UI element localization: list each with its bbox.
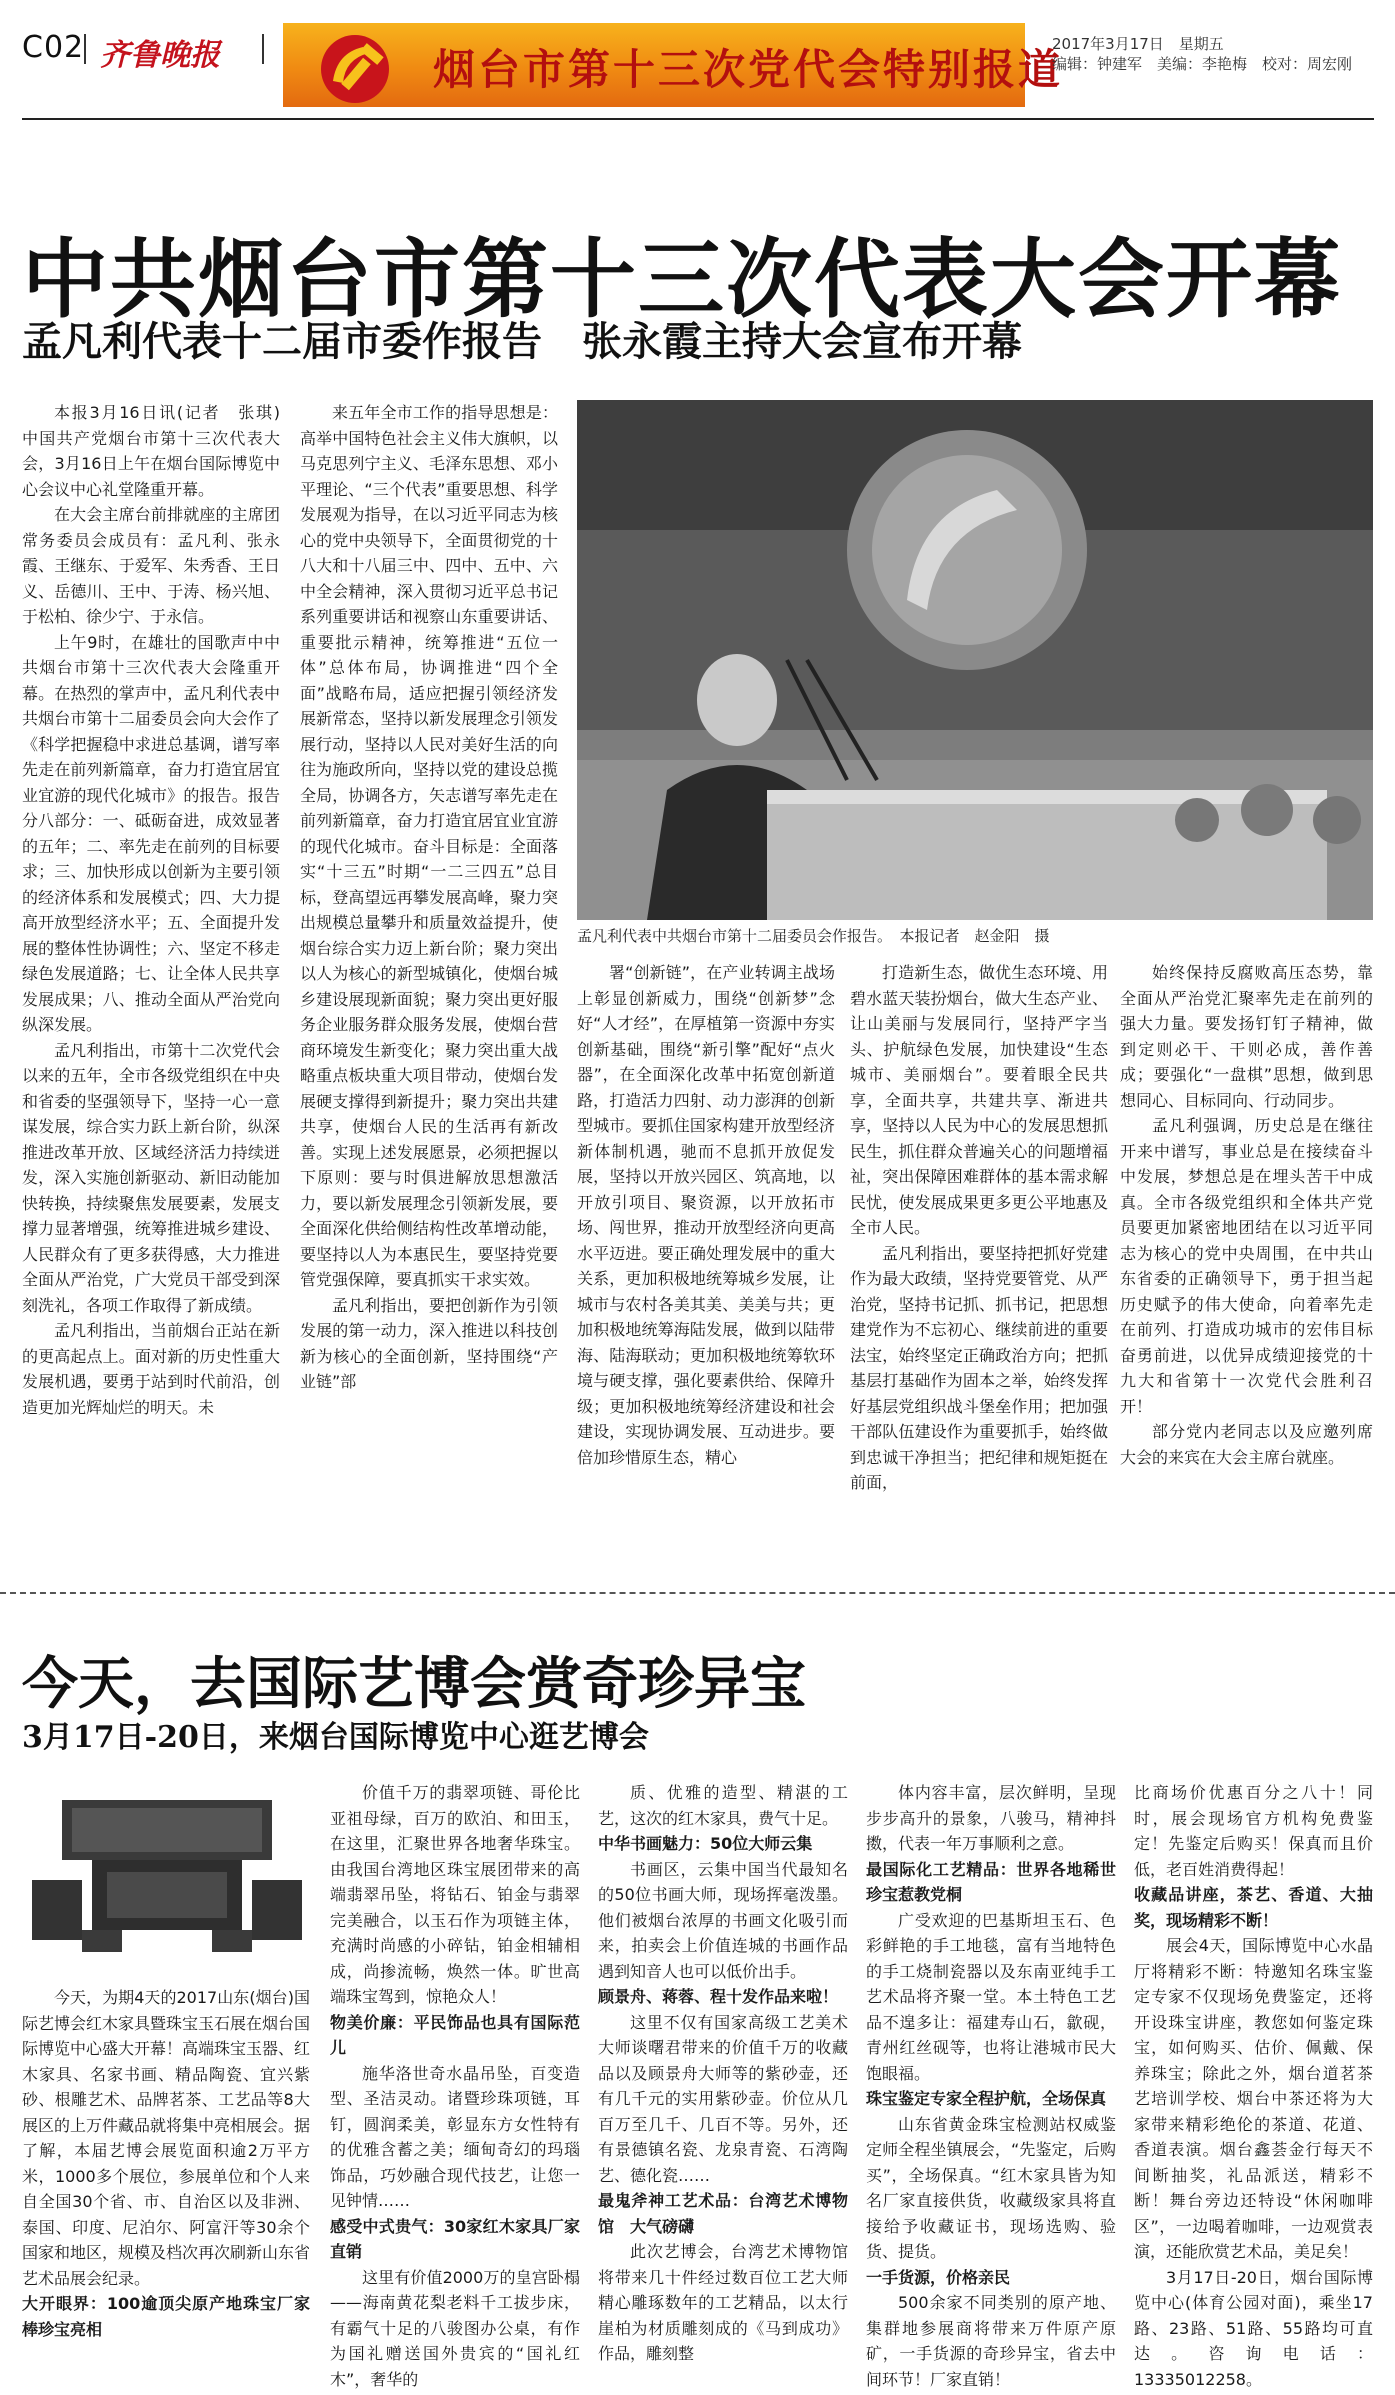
speaker-photo [577, 400, 1373, 920]
section-subheading: 物美价廉：平民饰品也具有国际范儿 [330, 2012, 580, 2057]
paragraph: 本报3月16日讯(记者 张琪) 中国共产党烟台市第十三次代表大会，3月16日上午在烟台国际博览中心会议中心礼堂隆重开幕。 [22, 403, 297, 499]
paragraph: 质、优雅的造型、精湛的工艺，这次的红木家具，费气十足。 [598, 1783, 848, 1828]
paragraph: 孟凡利强调，历史总是在继往开来中谱写，事业总是在接续奋斗中发展，梦想总是在埋头苦干中成真。全市各级党组织和全体共产党员要更加紧密地团结在以习近平同志为核心的党中央周围，在中共山东省委的正确领导下，勇于担当起历史赋予的伟大使命，向着率先走在前列、打造成功城市的宏伟目标奋勇前进，以优异成绩迎接党的十九大和省第十一次党代会胜利召开！ [1120, 1116, 1373, 1416]
paragraph: 广受欢迎的巴基斯坦玉石、色彩鲜艳的手工地毯，富有当地特色的手工烧制瓷器以及东南亚纯手工艺术品将齐聚一堂。本土特色工艺品不遑多让：福建寿山石，歙砚，青州红丝砚等，也将让港城市民大饱眼福。 [866, 1910, 1116, 2083]
section-subheading: 大开眼界：100逾顶尖原产地珠宝厂家棒珍宝亮相 [22, 2294, 310, 2339]
article-column-5 [1120, 960, 1373, 1580]
issue-meta [1052, 34, 1352, 74]
section-subheading: 珠宝鉴定专家全程护航，全场保真 [866, 2089, 1107, 2108]
party-emblem-icon [293, 23, 423, 107]
paragraph: 在大会主席台前排就座的主席团常务委员会成员有：孟凡利、张永霞、王继东、于爱军、朱秀香、王日义、岳德川、王中、于涛、杨兴旭、于松柏、徐少宁、于永信。 [22, 505, 280, 626]
expo-column-2 [330, 1780, 580, 2389]
article-column-2 [300, 400, 558, 1580]
paragraph: 3月17日-20日，烟台国际博览中心(体育公园对面)，乘坐17路、23路、51路、55路均可直达。咨询电话：13335012258。 [1134, 2267, 1373, 2389]
section-subheading: 收藏品讲座，茶艺、香道、大抽奖，现场精彩不断！ [1134, 1885, 1373, 1930]
paragraph: 孟凡利指出，要把创新作为引领发展的第一动力，深入推进以科技创新为核心的全面创新，坚持围绕“产业链”部 [300, 1295, 558, 1391]
article-column-1 [22, 400, 297, 1580]
second-subheadline: 3月17日-20日，来烟台国际博览中心逛艺博会 [22, 1720, 649, 1755]
section-subheading: 顾景舟、蒋蓉、程十发作品来啦！ [598, 1987, 839, 2006]
banner-title: 烟台市第十三次党代会特别报道 [433, 45, 1064, 94]
redwood-furniture-photo [22, 1780, 312, 1960]
paragraph: 这里有价值2000万的皇宫卧榻——海南黄花梨老料千工拔步床，有霸气十足的八骏图办公桌，有作为国礼赠送国外贵宾的“国礼红木”，奢华的 [330, 2267, 580, 2389]
paper-logo: 齐鲁晚报 [100, 38, 220, 73]
paragraph: 今天，为期4天的2017山东(烟台)国际艺博会红木家具暨珠宝玉石展在烟台国际博览中心盛大开幕！高端珠宝玉器、红木家具、名家书画、精品陶瓷、宜兴紫砂、根雕艺术、品牌茗茶、工艺品等8大展区的上万件藏品就将集中亮相展会。据了解，本届艺博会展览面积逾2万平方米，1000多个展位，参展单位和个人来自全国30个省、市、自治区以及非洲、泰国、印度、尼泊尔、阿富汗等30余个国家和地区，规模及档次再次刷新山东省艺术品展会纪录。 [22, 1988, 311, 2288]
section-subheading: 感受中式贵气：30家红木家具厂家直销 [330, 2216, 580, 2261]
issue-date: 2017年3月17日 星期五 [1052, 35, 1224, 53]
section-subheading: 中华书画魅力：50位大师云集 [598, 1834, 813, 1853]
masthead-divider [262, 34, 264, 64]
article-column-3 [577, 960, 835, 1580]
section-subheading: 一手货源，价格亲民 [866, 2267, 1011, 2287]
section-subheading: 最国际化工艺精品：世界各地稀世珍宝惹教党桐 [866, 1859, 1116, 1904]
paragraph: 体内容丰富，层次鲜明，呈现步步高升的景象，八骏马，精神抖擞，代表一年万事顺利之意。 [866, 1783, 1116, 1853]
paragraph: 孟凡利指出，市第十二次党代会以来的五年，全市各级党组织在中央和省委的坚强领导下，坚持一心一意谋发展，综合实力跃上新台阶，纵深推进改革开放、区域经济活力持续迸发，深入实施创新驱动、新旧动能加快转换，持续聚焦发展要素，发展支撑力显著增强，统筹推进城乡建设、人民群众有了更多获得感，大力推进全面从严治党，广大党员干部受到深刻洗礼，各项工作取得了新成绩。 [22, 1040, 280, 1315]
article-column-4 [850, 960, 1108, 1580]
editor-credits: 编辑：钟建军 美编：李艳梅 校对：周宏刚 [1052, 55, 1353, 73]
paragraph: 孟凡利指出，当前烟台正站在新的更高起点上。面对新的历史性重大发展机遇，要勇于站到时代前沿，创造更加光辉灿烂的明天。未 [22, 1321, 280, 1417]
expo-column-5 [1134, 1780, 1373, 2389]
paragraph: 山东省黄金珠宝检测站权威鉴定师全程坐镇展会，“先鉴定，后购买”，全场保真。“红木家具皆为知名厂家直接供货，收藏级家具将直接给予收藏证书，现场选购、验货、提货。 [866, 2114, 1116, 2261]
header-rule [22, 118, 1374, 120]
page-number: C02 [22, 30, 85, 65]
expo-column-1 [22, 1985, 310, 2385]
paragraph: 来五年全市工作的指导思想是：高举中国特色社会主义伟大旗帜，以马克思列宁主义、毛泽东思想、邓小平理论、“三个代表”重要思想、科学发展观为指导，在以习近平同志为核心的党中央领导下，全面贯彻党的十八大和十八届三中、四中、五中、六中全会精神，深入贯彻习近平总书记系列重要讲话和视察山东重要讲话、重要批示精神，统筹推进“五位一体”总体布局，协调推进“四个全面”战略布局，适应把握引领经济发展新常态，坚持以新发展理念引领发展行动，坚持以人民对美好生活的向往为施政所向，坚持以党的建设总揽全局，协调各方，矢志谱写率先走在前列新篇章，奋力打造宜居宜业宜游的现代化城市。奋斗目标是：全面落实“十三五”时期“一二三四五”总目标，登高望远再攀发展高峰，聚力突出规模总量攀升和质量效益提升，使烟台综合实力迈上新台阶；聚力突出以人为核心的新型城镇化，使烟台城乡建设展现新面貌；聚力突出更好服务企业服务群众服务发展，使烟台营商环境发生新变化；聚力突出重大战略重点板块重大项目带动，使烟台发展硬支撑得到新提升；聚力突出共建共享，使烟台人民的生活再有新改善。实现上述发展愿景，必须把握以下原则：要与时俱进解放思想激活力，要以新发展理念引领新发展，要全面深化供给侧结构性改革增动能，要坚持以人为本惠民生，要坚持党要管党强保障，要真抓实干求实效。 [300, 403, 558, 1289]
expo-column-3 [598, 1780, 848, 2385]
special-report-banner [283, 23, 1064, 107]
podium-speech-image [577, 400, 1373, 920]
section-subheading: 最鬼斧神工艺术品：台湾艺术博物馆 大气磅礴 [598, 2191, 848, 2236]
paragraph: 上午9时，在雄壮的国歌声中中共烟台市第十三次代表大会隆重开幕。在热烈的掌声中，孟凡利代表中共烟台市第十二届委员会向大会作了《科学把握稳中求进总基调，谱写率先走在前列新篇章，奋力打造宜居宜业宜游的现代化城市》的报告。报告分八部分：一、砥砺奋进，成效显著的五年；二、率先走在前列的目标要求；三、加快形成以创新为主要引领的经济体系和发展模式；四、大力提高开放型经济水平；五、全面提升发展的整体性协调性；六、坚定不移走绿色发展道路；七、让全体人民共享发展成果；八、推动全面从严治党向纵深发展。 [22, 632, 280, 1034]
paragraph: 始终保持反腐败高压态势，靠全面从严治党汇聚率先走在前列的强大力量。要发扬钉钉子精神，做到定则必干、干则必成，善作善成；要强化“一盘棋”思想，做到思想同心、目标同向、行动同步。 [1120, 963, 1373, 1110]
main-headline: 中共烟台市第十三次代表大会开幕 [22, 229, 1342, 330]
paragraph: 部分党内老同志以及应邀列席大会的来宾在大会主席台就座。 [1120, 1422, 1373, 1467]
second-headline: 今天，去国际艺博会赏奇珍异宝 [22, 1651, 806, 1717]
expo-column-4 [866, 1780, 1116, 2389]
paragraph: 价值千万的翡翠项链、哥伦比亚祖母绿，百万的欧泊、和田玉，在这里，汇聚世界各地奢华珠宝。由我国台湾地区珠宝展团带来的高端翡翠吊坠，将钻石、铂金与翡翠完美融合，以玉石作为项链主体，充满时尚感的小碎钻，铂金相辅相成，尚掺流畅，焕然一体。旷世高端珠宝驾到，惊艳众人！ [330, 1783, 580, 2006]
photo-caption: 孟凡利代表中共烟台市第十二届委员会作报告。 本报记者 赵金阳 摄 [577, 927, 1050, 945]
paragraph: 500余家不同类别的原产地、集群地参展商将带来万件原产原矿，一手货源的奇珍异宝，省去中间环节！厂家直销！ [866, 2293, 1116, 2389]
paragraph: 署“创新链”，在产业转调主战场上彰显创新威力，围绕“创新梦”念好“人才经”，在厚植第一资源中夯实创新基础，围绕“新引擎”配好“点火器”，在全面深化改革中拓宽创新道路，打造活力四射、动力澎湃的创新型城市。要抓住国家构建开放型经济新体制机遇，驰而不息抓开放促发展，坚持以开放兴园区、筑高地，以开放引项目、聚资源，以开放拓市场、闯世界，推动开放型经济向更高水平迈进。要正确处理发展中的重大关系，更加积极地统筹城乡发展，让城市与农村各美其美、美美与共；更加积极地统筹海陆发展，做到以陆带海、陆海联动；更加积极地统筹软环境与硬支撑，强化要素供给、保障升级；更加积极地统筹经济建设和社会建设，实现协调发展、互动进步。要倍加珍惜原生态，精心 [577, 963, 835, 1467]
paragraph: 施华洛世奇水晶吊坠，百变造型、圣洁灵动。诸暨珍珠项链，耳钉，圆润柔美，彰显东方女性特有的优雅含蓄之美；缅甸奇幻的玛瑙饰品，巧妙融合现代技艺，让您一见钟情…… [330, 2063, 580, 2210]
section-divider [0, 1592, 1395, 1594]
paragraph: 此次艺博会，台湾艺术博物馆将带来几十件经过数百位工艺大师精心雕琢数年的工艺精品，以太行崖柏为材质雕刻成的《马到成功》作品，雕刻整 [598, 2242, 848, 2363]
furniture-set-image [22, 1780, 312, 1960]
paragraph: 这里不仅有国家高级工艺美术大师谈曙君带来的价值千万的收藏品以及顾景舟大师等的紫砂壶，还有几千元的实用紫砂壶。价位从几百万至几千、几百不等。另外，还有景德镇名瓷、龙泉青瓷、石湾陶艺、德化瓷…… [598, 2012, 848, 2185]
paragraph: 书画区，云集中国当代最知名的50位书画大师，现场挥毫泼墨。他们被烟台浓厚的书画文化吸引而来，拍卖会上价值连城的书画作品遇到知音人也可以低价出手。 [598, 1859, 848, 1981]
main-subheadline: 孟凡利代表十二届市委作报告 张永霞主持大会宣布开幕 [22, 318, 1022, 365]
paragraph: 孟凡利指出，要坚持把抓好党建作为最大政绩，坚持党要管党、从严治党，坚持书记抓、抓书记，把思想建党作为不忘初心、继续前进的重要法宝，始终坚定正确政治方向；把抓基层打基础作为固本之举，始终发挥好基层党组织战斗堡垒作用；把加强干部队伍建设作为重要抓手，始终做到忠诚干净担当；把纪律和规矩挺在前面， [850, 1243, 1108, 1492]
masthead-divider [84, 34, 86, 64]
paragraph: 打造新生态，做优生态环境、用碧水蓝天装扮烟台，做大生态产业、让山美丽与发展同行，坚持严字当头、护航绿色发展，加快建设“生态城市、美丽烟台”。要着眼全民共享，全面共享，共建共享、渐进共享，坚持以人民为中心的发展思想抓民生，抓住群众普遍关心的问题增福祉，突出保障困难群体的基本需求解民忧，使发展成果更多更公平地惠及全市人民。 [850, 963, 1108, 1237]
paragraph: 比商场价优惠百分之八十！同时，展会现场官方机构免费鉴定！先鉴定后购买！保真而且价低，老百姓消费得起！ [1134, 1783, 1373, 1879]
paragraph: 展会4天，国际博览中心水晶厅将精彩不断：特邀知名珠宝鉴定专家不仅现场免费鉴定，还将开设珠宝讲座，教您如何鉴定珠宝，如何购买、估价、佩戴、保养珠宝；除此之外，烟台道茗茶艺培训学校、烟台中茶还将为大家带来精彩绝伦的茶道、花道、香道表演。烟台鑫荟金行每天不间断抽奖，礼品派送，精彩不断！舞台旁边还特设“休闲咖啡区”，一边喝着咖啡，一边观赏表演，还能欣赏艺术品，美足矣！ [1134, 1936, 1373, 2261]
